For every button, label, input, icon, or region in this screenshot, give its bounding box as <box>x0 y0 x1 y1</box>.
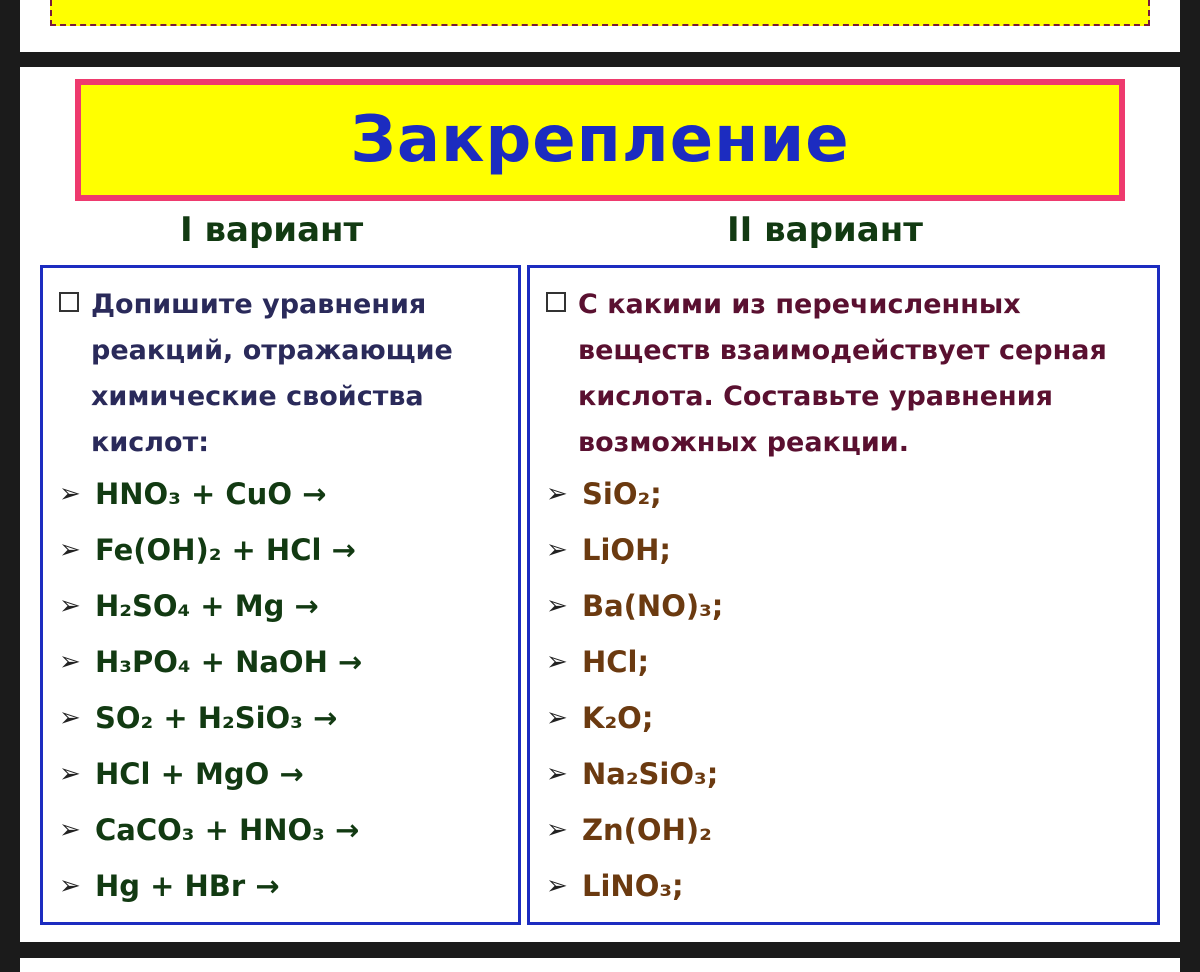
list-item <box>546 466 723 522</box>
list-item <box>546 522 723 578</box>
variant-1-task-text: Допишите уравнения реакций, отражающие химические свойства кислот: <box>91 289 453 458</box>
reaction-text: Hg + HBr → <box>95 869 280 903</box>
list-item <box>59 690 362 746</box>
variant-1-reaction-list <box>59 466 362 914</box>
checkbox-icon <box>546 292 566 312</box>
substance-text: K₂O; <box>582 701 654 735</box>
variant-2-substance-list <box>546 466 723 914</box>
variant-2-task-text: С какими из перечисленных веществ взаимодействует серная кислота. Составьте уравнения возможных реакции. <box>578 289 1107 458</box>
arrow-bullet-icon: ➢ <box>59 647 81 677</box>
reaction-text: Fe(OH)₂ + HCl → <box>95 533 356 567</box>
list-item <box>546 858 723 914</box>
arrow-bullet-icon: ➢ <box>59 759 81 789</box>
arrow-bullet-icon: ➢ <box>59 815 81 845</box>
list-item <box>546 746 723 802</box>
list-item <box>546 690 723 746</box>
arrow-bullet-icon: ➢ <box>546 815 568 845</box>
variant-1-task <box>59 282 510 466</box>
list-item <box>59 746 362 802</box>
list-item <box>59 634 362 690</box>
list-item <box>59 802 362 858</box>
arrow-bullet-icon: ➢ <box>546 479 568 509</box>
reaction-text: HNO₃ + CuO → <box>95 477 327 511</box>
variant-1-panel <box>40 265 521 925</box>
reaction-text: H₂SO₄ + Mg → <box>95 589 319 623</box>
arrow-bullet-icon: ➢ <box>546 703 568 733</box>
slide-title: Закрепление <box>350 103 850 177</box>
variant-2-task <box>546 282 1149 466</box>
slide <box>20 67 1180 942</box>
arrow-bullet-icon: ➢ <box>546 871 568 901</box>
reaction-text: CaCO₃ + HNO₃ → <box>95 813 360 847</box>
reaction-text: H₃PO₄ + NaOH → <box>95 645 363 679</box>
list-item <box>59 466 362 522</box>
arrow-bullet-icon: ➢ <box>59 703 81 733</box>
arrow-bullet-icon: ➢ <box>546 759 568 789</box>
list-item <box>59 858 362 914</box>
arrow-bullet-icon: ➢ <box>546 591 568 621</box>
substance-text: SiO₂; <box>582 477 662 511</box>
substance-text: HCl; <box>582 645 650 679</box>
arrow-bullet-icon: ➢ <box>59 871 81 901</box>
arrow-bullet-icon: ➢ <box>59 479 81 509</box>
substance-text: LiNO₃; <box>582 869 684 903</box>
substance-text: Ba(NO)₃; <box>582 589 724 623</box>
list-item <box>546 634 723 690</box>
reaction-text: SO₂ + H₂SiO₃ → <box>95 701 338 735</box>
arrow-bullet-icon: ➢ <box>59 591 81 621</box>
variant-2-heading: II вариант <box>727 210 923 250</box>
variant-2-panel <box>527 265 1160 925</box>
previous-slide-banner <box>50 0 1150 26</box>
next-slide-fragment <box>20 958 1180 972</box>
substance-text: Na₂SiO₃; <box>582 757 719 791</box>
previous-slide-fragment <box>20 0 1180 52</box>
variant-1-heading: I вариант <box>180 210 364 250</box>
checkbox-icon <box>59 292 79 312</box>
list-item <box>59 578 362 634</box>
list-item <box>59 522 362 578</box>
list-item <box>546 578 723 634</box>
arrow-bullet-icon: ➢ <box>546 647 568 677</box>
reaction-text: HCl + MgO → <box>95 757 304 791</box>
arrow-bullet-icon: ➢ <box>59 535 81 565</box>
arrow-bullet-icon: ➢ <box>546 535 568 565</box>
list-item <box>546 802 723 858</box>
title-banner <box>75 79 1125 201</box>
substance-text: LiOH; <box>582 533 671 567</box>
substance-text: Zn(OH)₂ <box>582 813 712 847</box>
